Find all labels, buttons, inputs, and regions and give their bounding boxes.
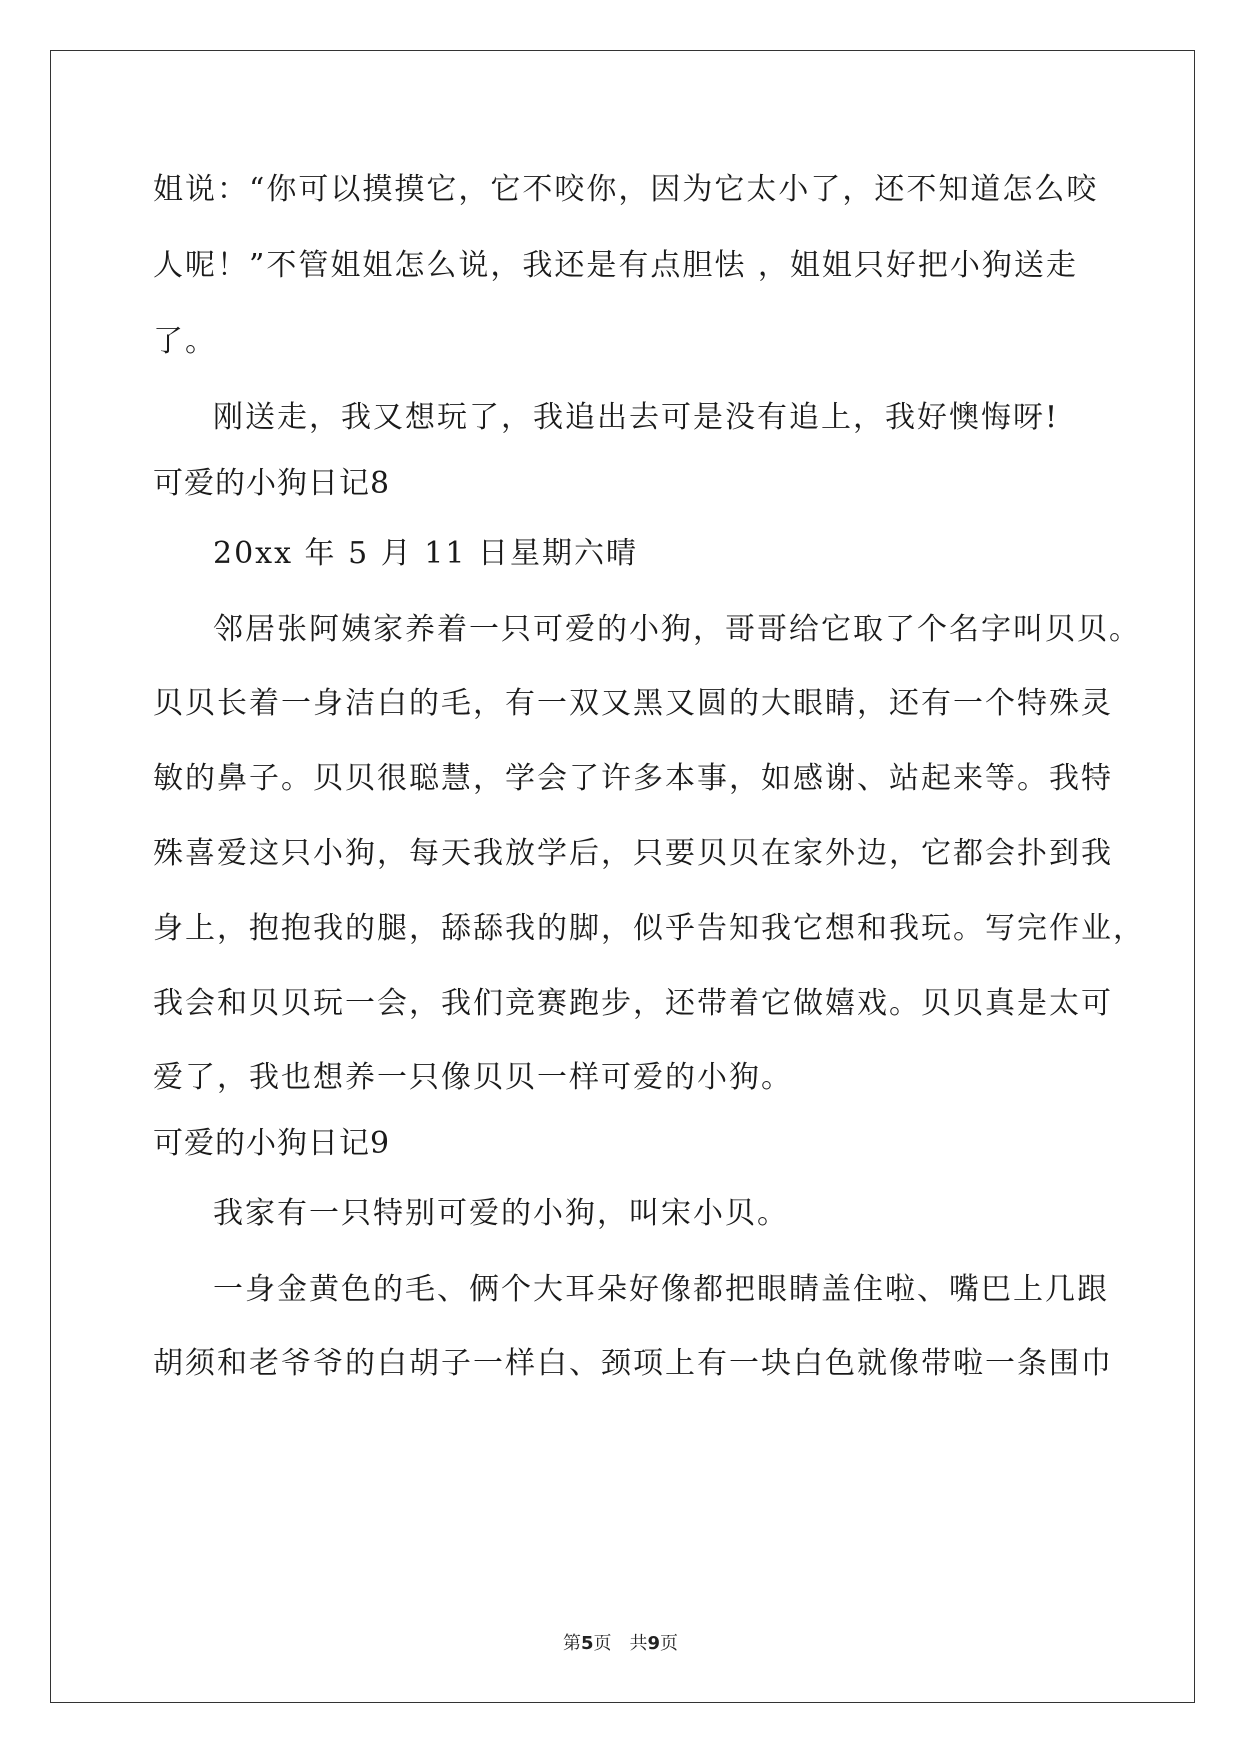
body-line: 刚送走，我又想玩了，我追出去可是没有追上，我好懊悔呀! [213,400,1060,435]
diary-date: 20xx 年 5 月 11 日星期六晴 [213,536,638,571]
body-line: 身上，抱抱我的腿，舔舔我的脚，似乎告知我它想和我玩。写完作业， [153,911,1145,946]
body-line: 人呢！”不管姐姐怎么说，我还是有点胆怯 ，姐姐只好把小狗送走 [153,248,1078,283]
body-line: 姐说：“你可以摸摸它，它不咬你，因为它太小了，还不知道怎么咬 [153,172,1099,207]
body-line: 邻居张阿姨家养着一只可爱的小狗，哥哥给它取了个名字叫贝贝。 [213,612,1141,647]
body-line: 一身金黄色的毛、俩个大耳朵好像都把眼睛盖住啦、嘴巴上几跟 [213,1272,1109,1307]
footer-page-unit: 页 [593,1633,612,1654]
section-heading: 可爱的小狗日记9 [153,1126,391,1161]
page-border [50,50,1195,1703]
footer-page-prefix: 第 [562,1633,581,1654]
footer-total-unit: 页 [660,1633,679,1654]
body-line: 我家有一只特别可爱的小狗，叫宋小贝。 [213,1196,789,1231]
body-line: 胡须和老爷爷的白胡子一样白、颈项上有一块白色就像带啦一条围巾 [153,1346,1113,1381]
footer-page-current: 5 [580,1633,594,1654]
footer-page-total: 9 [647,1633,661,1654]
body-line: 贝贝长着一身洁白的毛，有一双又黑又圆的大眼睛，还有一个特殊灵 [153,686,1113,721]
section-heading: 可爱的小狗日记8 [153,466,391,501]
page-footer [0,1633,1241,1655]
body-line: 我会和贝贝玩一会，我们竞赛跑步，还带着它做嬉戏。贝贝真是太可 [153,986,1113,1021]
body-line: 敏的鼻子。贝贝很聪慧，学会了许多本事，如感谢、站起来等。我特 [153,761,1113,796]
footer-total-prefix: 共 [629,1633,648,1654]
body-line: 了。 [153,324,217,359]
body-line: 爱了，我也想养一只像贝贝一样可爱的小狗。 [153,1060,793,1095]
body-line: 殊喜爱这只小狗，每天我放学后，只要贝贝在家外边，它都会扑到我 [153,836,1113,871]
